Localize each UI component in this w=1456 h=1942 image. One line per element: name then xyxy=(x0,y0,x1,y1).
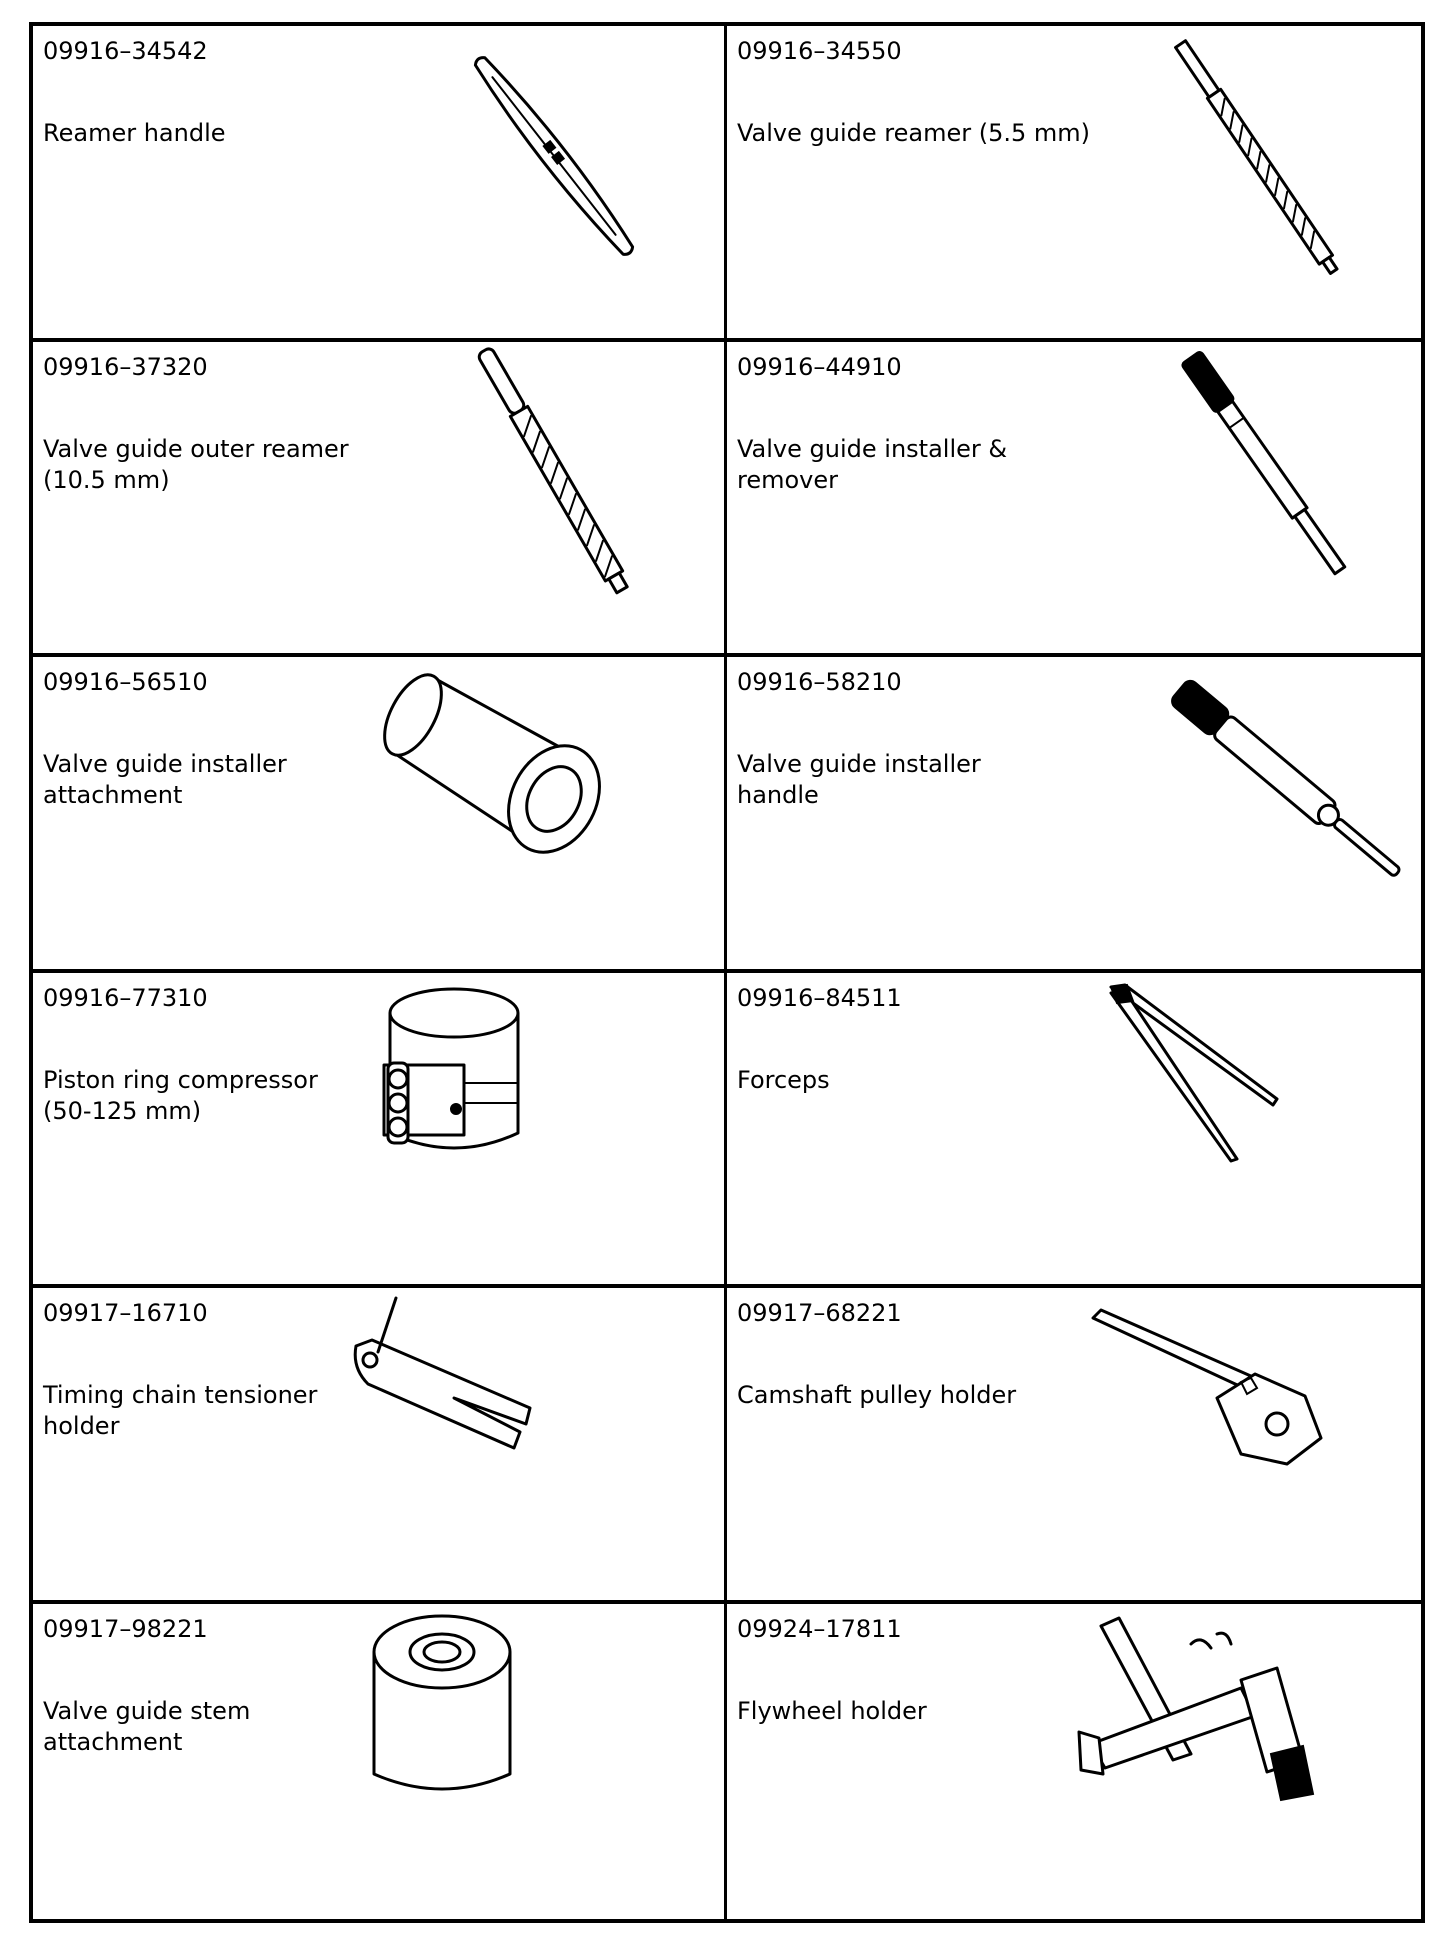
installer-handle-icon xyxy=(1041,657,1421,973)
tool-cell xyxy=(727,342,1421,658)
tool-name: Forceps xyxy=(737,1065,830,1094)
tool-cell xyxy=(33,26,727,342)
outer-reamer-icon xyxy=(344,342,724,658)
tool-name: Valve guide outer reamer (10.5 mm) xyxy=(43,434,349,494)
camshaft-pulley-holder-icon xyxy=(1041,1288,1421,1604)
tool-name: Flywheel holder xyxy=(737,1696,927,1725)
installer-remover-icon xyxy=(1041,342,1421,658)
part-number: 09916–37320 xyxy=(43,352,208,381)
tool-cell xyxy=(727,1604,1421,1920)
tool-cell xyxy=(33,1288,727,1604)
tool-name: Piston ring compressor (50-125 mm) xyxy=(43,1065,318,1125)
piston-ring-compressor-icon xyxy=(344,973,724,1289)
reamer-handle-icon xyxy=(344,26,724,342)
tool-cell xyxy=(33,1604,727,1920)
tool-name: Timing chain tensioner holder xyxy=(43,1381,318,1440)
tensioner-holder-icon xyxy=(344,1288,724,1604)
part-number: 09916–84511 xyxy=(737,983,902,1012)
tool-name: Camshaft pulley holder xyxy=(737,1381,1017,1409)
forceps-icon xyxy=(1041,973,1421,1289)
part-number: 09916–58210 xyxy=(737,668,902,696)
flywheel-holder-icon xyxy=(1041,1604,1421,1920)
installer-attachment-icon xyxy=(344,657,724,973)
valve-guide-reamer-icon xyxy=(1041,26,1421,342)
tool-cell xyxy=(727,657,1421,973)
tool-name: Valve guide stem attachment xyxy=(43,1696,251,1756)
part-number: 09917–98221 xyxy=(43,1614,208,1643)
part-number: 09916–34542 xyxy=(43,37,208,65)
tool-cell xyxy=(33,342,727,658)
tool-cell xyxy=(727,1288,1421,1604)
special-tools-table xyxy=(29,22,1425,1923)
tool-cell xyxy=(33,657,727,973)
tool-name: Valve guide installer attachment xyxy=(43,750,287,809)
tool-name: Valve guide installer handle xyxy=(737,750,981,809)
tool-name: Reamer handle xyxy=(43,119,226,147)
tool-name: Valve guide reamer (5.5 mm) xyxy=(737,119,1091,147)
part-number: 09917–68221 xyxy=(737,1299,902,1327)
part-number: 09916–77310 xyxy=(43,983,208,1012)
part-number: 09916–56510 xyxy=(43,668,208,696)
part-number: 09924–17811 xyxy=(737,1614,902,1643)
tool-cell xyxy=(33,973,727,1289)
tool-cell xyxy=(727,26,1421,342)
part-number: 09917–16710 xyxy=(43,1299,208,1327)
part-number: 09916–34550 xyxy=(737,37,902,65)
stem-attachment-icon xyxy=(344,1604,724,1920)
tool-name: Valve guide installer & remover xyxy=(737,434,1008,494)
tool-cell xyxy=(727,973,1421,1289)
part-number: 09916–44910 xyxy=(737,352,902,381)
